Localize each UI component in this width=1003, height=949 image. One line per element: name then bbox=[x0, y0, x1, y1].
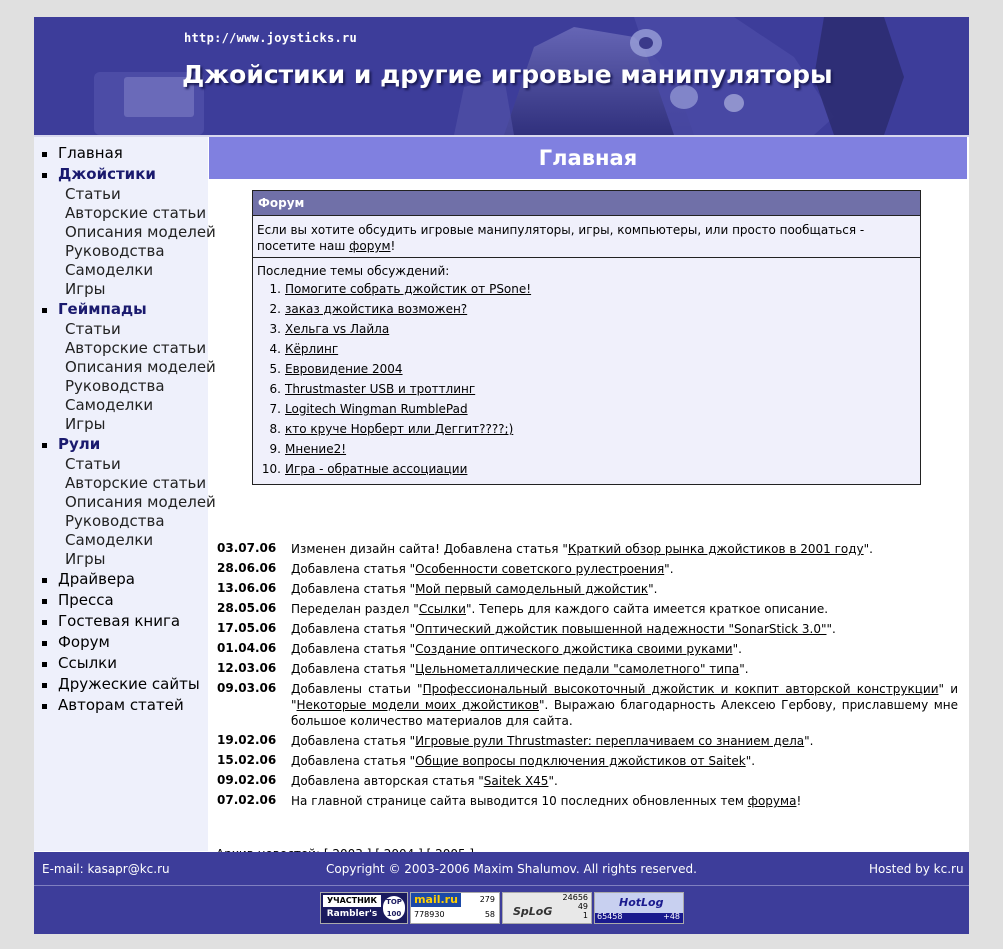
sidebar-item-label: Рули bbox=[58, 435, 101, 453]
forum-topic-link[interactable]: заказ джойстика возможен? bbox=[285, 302, 468, 316]
forum-topic-link[interactable]: Кёрлинг bbox=[285, 342, 339, 356]
bullet-icon bbox=[42, 641, 47, 646]
sidebar-item-label: Форум bbox=[58, 633, 110, 651]
page-title-bar bbox=[209, 137, 967, 179]
splog-value: 1 bbox=[582, 911, 588, 920]
sidebar-item-label: Авторам статей bbox=[58, 696, 184, 714]
news-date: 28.05.06 bbox=[217, 601, 277, 615]
news-date: 12.03.06 bbox=[217, 661, 277, 675]
news-text: Добавлена статья "Цельнометаллические педали "самолетного" типа". bbox=[291, 662, 749, 676]
news-date: 09.03.06 bbox=[217, 681, 277, 695]
news-date: 28.06.06 bbox=[217, 561, 277, 575]
bullet-icon bbox=[42, 443, 47, 448]
forum-intro-end: ! bbox=[390, 239, 396, 253]
sidebar-nav bbox=[34, 137, 216, 851]
news-article-link[interactable]: Профессиональный высокоточный джойстик и кокпит авторской конструкции bbox=[422, 682, 939, 696]
sidebar-subitem-gamepads-models[interactable]: Описания моделей bbox=[65, 358, 216, 376]
news-date: 15.02.06 bbox=[217, 753, 277, 767]
forum-panel-header bbox=[253, 191, 920, 216]
bullet-icon bbox=[42, 662, 47, 667]
forum-panel-title: Форум bbox=[258, 196, 305, 210]
bullet-icon bbox=[42, 308, 47, 313]
news-article-link[interactable]: Общие вопросы подключения джойстиков от Saitek bbox=[415, 754, 746, 768]
news-article-link[interactable]: Особенности советского рулестроения bbox=[415, 562, 665, 576]
site-title: Джойстики и другие игровые манипуляторы bbox=[182, 60, 833, 89]
forum-topic-link[interactable]: кто круче Норберт или Деггит????;) bbox=[285, 422, 514, 436]
list-item: 2. заказ джойстика возможен? bbox=[269, 302, 468, 316]
sidebar-item-label: Гостевая книга bbox=[58, 612, 181, 630]
bullet-icon bbox=[42, 152, 47, 157]
sidebar-item-label: Геймпады bbox=[58, 300, 147, 318]
splog-logo: SpLoG bbox=[513, 905, 553, 918]
news-article-link[interactable]: Создание оптического джойстика своими руками bbox=[415, 642, 733, 656]
forum-topic-link[interactable]: Евровидение 2004 bbox=[285, 362, 403, 376]
mailru-value: 279 bbox=[479, 895, 495, 904]
forum-topic-link[interactable]: Logitech Wingman RumblePad bbox=[285, 402, 468, 416]
sidebar-subitem-joysticks-models[interactable]: Описания моделей bbox=[65, 223, 216, 241]
sidebar-item-label: Джойстики bbox=[58, 165, 156, 183]
bullet-icon bbox=[42, 683, 47, 688]
site-header bbox=[34, 17, 969, 135]
list-item: 5. Евровидение 2004 bbox=[269, 362, 403, 376]
sidebar-subitem-joysticks-manuals[interactable]: Руководства bbox=[65, 242, 165, 260]
site-footer bbox=[34, 852, 969, 934]
forum-intro-text: Если вы хотите обсудить игровые манипуляторы, игры, компьютеры, или просто пообщаться - посетите наш bbox=[257, 223, 865, 253]
bullet-icon bbox=[42, 599, 47, 604]
footer-copyright: Copyright © 2003-2006 Maxim Shalumov. All rights reserved. bbox=[326, 862, 697, 876]
sidebar-subitem-wheels-manuals[interactable]: Руководства bbox=[65, 512, 165, 530]
sidebar-subitem-gamepads-diy[interactable]: Самоделки bbox=[65, 396, 154, 414]
news-article-link[interactable]: Некоторые модели моих джойстиков bbox=[296, 698, 540, 712]
news-date: 09.02.06 bbox=[217, 773, 277, 787]
news-text: Добавлены статьи "Профессиональный высокоточный джойстик и кокпит авторской конструкции" и "Некоторые модели моих джойстиков". Выражаю благодарность Алексею Гербову, приславшему мне большое количество материалов для сайта. bbox=[291, 682, 958, 728]
list-item: 4. Кёрлинг bbox=[269, 342, 339, 356]
news-date: 13.06.06 bbox=[217, 581, 277, 595]
sidebar-item-label: Дружеские сайты bbox=[58, 675, 200, 693]
sidebar-subitem-joysticks-author-articles[interactable]: Авторские статьи bbox=[65, 204, 207, 222]
news-text: Добавлена статья "Создание оптического джойстика своими руками". bbox=[291, 642, 742, 656]
sidebar-subitem-wheels-author-articles[interactable]: Авторские статьи bbox=[65, 474, 207, 492]
news-date: 17.05.06 bbox=[217, 621, 277, 635]
news-text: Добавлена статья "Особенности советского рулестроения". bbox=[291, 562, 674, 576]
news-article-link[interactable]: Saitek X45 bbox=[483, 774, 549, 788]
news-text: Изменен дизайн сайта! Добавлена статья "Краткий обзор рынка джойстиков в 2001 году". bbox=[291, 542, 873, 556]
news-forum-link[interactable]: форума bbox=[747, 794, 797, 808]
rambler-top100-badge: TOP 100 bbox=[383, 896, 405, 920]
forum-latest bbox=[257, 264, 532, 476]
news-text: Добавлена статья "Общие вопросы подключения джойстиков от Saitek". bbox=[291, 754, 756, 768]
list-item: 3. Хельга vs Лайла bbox=[269, 322, 390, 336]
hotlog-counter[interactable] bbox=[594, 892, 684, 924]
bullet-icon bbox=[42, 173, 47, 178]
news-date: 07.02.06 bbox=[217, 793, 277, 807]
news-text: На главной странице сайта выводится 10 последних обновленных тем форума! bbox=[291, 794, 802, 808]
sidebar-item-label: Главная bbox=[58, 144, 123, 162]
sidebar-subitem-gamepads-manuals[interactable]: Руководства bbox=[65, 377, 165, 395]
bullet-icon bbox=[42, 620, 47, 625]
forum-topic-link[interactable]: Хельга vs Лайла bbox=[285, 322, 390, 336]
rambler-label: Rambler's bbox=[326, 909, 378, 919]
news-date: 03.07.06 bbox=[217, 541, 277, 555]
sidebar-subitem-joysticks-games[interactable]: Игры bbox=[65, 280, 106, 298]
page-title: Главная bbox=[538, 146, 638, 170]
latest-topics-label: Последние темы обсуждений: bbox=[257, 264, 450, 278]
sidebar-subitem-wheels-articles[interactable]: Статьи bbox=[65, 455, 121, 473]
hotlog-logo: HotLog bbox=[619, 896, 664, 909]
list-item: 1. Помогите собрать джойстик от PSone! bbox=[269, 282, 532, 296]
mailru-value: 778930 bbox=[414, 910, 445, 919]
news-article-link[interactable]: Ссылки bbox=[418, 602, 466, 616]
sidebar-item-label: Ссылки bbox=[58, 654, 117, 672]
rambler-participant-label: УЧАСТНИК bbox=[323, 895, 381, 907]
site-url: http://www.joysticks.ru bbox=[184, 31, 358, 45]
forum-panel bbox=[252, 190, 921, 485]
footer-hosted[interactable]: Hosted by kc.ru bbox=[869, 862, 964, 876]
news-article-link[interactable]: Игровые рули Thrustmaster: переплачиваем со знанием дела bbox=[415, 734, 805, 748]
forum-topic-link[interactable]: Thrustmaster USB и троттлинг bbox=[285, 382, 476, 396]
footer-divider bbox=[34, 885, 969, 886]
rambler-top100-counter[interactable] bbox=[320, 892, 408, 924]
list-item: 6. Thrustmaster USB и троттлинг bbox=[269, 382, 476, 396]
news-text: Добавлена статья "Оптический джойстик повышенной надежности "SonarStick 3.0"". bbox=[291, 622, 836, 636]
list-item: 10. Игра - обратные ассоциации bbox=[261, 462, 468, 476]
splog-value: 49 bbox=[577, 902, 588, 911]
bullet-icon bbox=[42, 704, 47, 709]
hotlog-value: +48 bbox=[663, 912, 680, 921]
forum-intro bbox=[257, 222, 917, 254]
news-article-link[interactable]: Цельнометаллические педали "самолетного" типа bbox=[415, 662, 740, 676]
mailru-counter[interactable] bbox=[410, 892, 500, 924]
sidebar-subitem-wheels-models[interactable]: Описания моделей bbox=[65, 493, 216, 511]
sidebar-subitem-gamepads-articles[interactable]: Статьи bbox=[65, 320, 121, 338]
sidebar-subitem-wheels-diy[interactable]: Самоделки bbox=[65, 531, 154, 549]
forum-link[interactable]: форум bbox=[349, 239, 391, 253]
news-text: Добавлена статья "Игровые рули Thrustmaster: переплачиваем со знанием дела". bbox=[291, 734, 814, 748]
news-date: 19.02.06 bbox=[217, 733, 277, 747]
mailru-value: 58 bbox=[484, 910, 495, 919]
list-item: 8. кто круче Норберт или Деггит????;) bbox=[269, 422, 514, 436]
news-text: Добавлена авторская статья "Saitek X45". bbox=[291, 774, 558, 788]
news-article-link[interactable]: Краткий обзор рынка джойстиков в 2001 году bbox=[567, 542, 864, 556]
news-article-link[interactable]: Мой первый самодельный джойстик bbox=[415, 582, 649, 596]
news-date: 01.04.06 bbox=[217, 641, 277, 655]
hotlog-value: 65458 bbox=[597, 912, 623, 921]
page bbox=[34, 17, 969, 934]
splog-value: 24656 bbox=[562, 893, 588, 902]
forum-divider bbox=[253, 257, 920, 258]
forum-topic-link[interactable]: Помогите собрать джойстик от PSone! bbox=[285, 282, 532, 296]
sidebar-subitem-joysticks-articles[interactable]: Статьи bbox=[65, 185, 121, 203]
sidebar-item-label: Драйвера bbox=[58, 570, 135, 588]
sidebar-subitem-gamepads-games[interactable]: Игры bbox=[65, 415, 106, 433]
news-text: Переделан раздел "Ссылки". Теперь для каждого сайта имеется краткое описание. bbox=[291, 602, 829, 616]
sidebar-subitem-wheels-games[interactable]: Игры bbox=[65, 550, 106, 568]
news-article-link[interactable]: Оптический джойстик повышенной надежности "SonarStick 3.0" bbox=[415, 622, 827, 636]
list-item: 9. Мнение2! bbox=[269, 442, 347, 456]
bullet-icon bbox=[42, 578, 47, 583]
list-item: 7. Logitech Wingman RumblePad bbox=[269, 402, 468, 416]
news-text: Добавлена статья "Мой первый самодельный джойстик". bbox=[291, 582, 658, 596]
sidebar-subitem-gamepads-author-articles[interactable]: Авторские статьи bbox=[65, 339, 207, 357]
mailru-logo: mail.ru bbox=[411, 893, 461, 907]
forum-topic-link[interactable]: Мнение2! bbox=[285, 442, 347, 456]
forum-topic-link[interactable]: Игра - обратные ассоциации bbox=[285, 462, 468, 476]
sidebar-item-label: Пресса bbox=[58, 591, 114, 609]
splog-counter[interactable] bbox=[502, 892, 592, 924]
sidebar-subitem-joysticks-diy[interactable]: Самоделки bbox=[65, 261, 154, 279]
footer-email[interactable]: E-mail: kasapr@kc.ru bbox=[42, 862, 170, 876]
